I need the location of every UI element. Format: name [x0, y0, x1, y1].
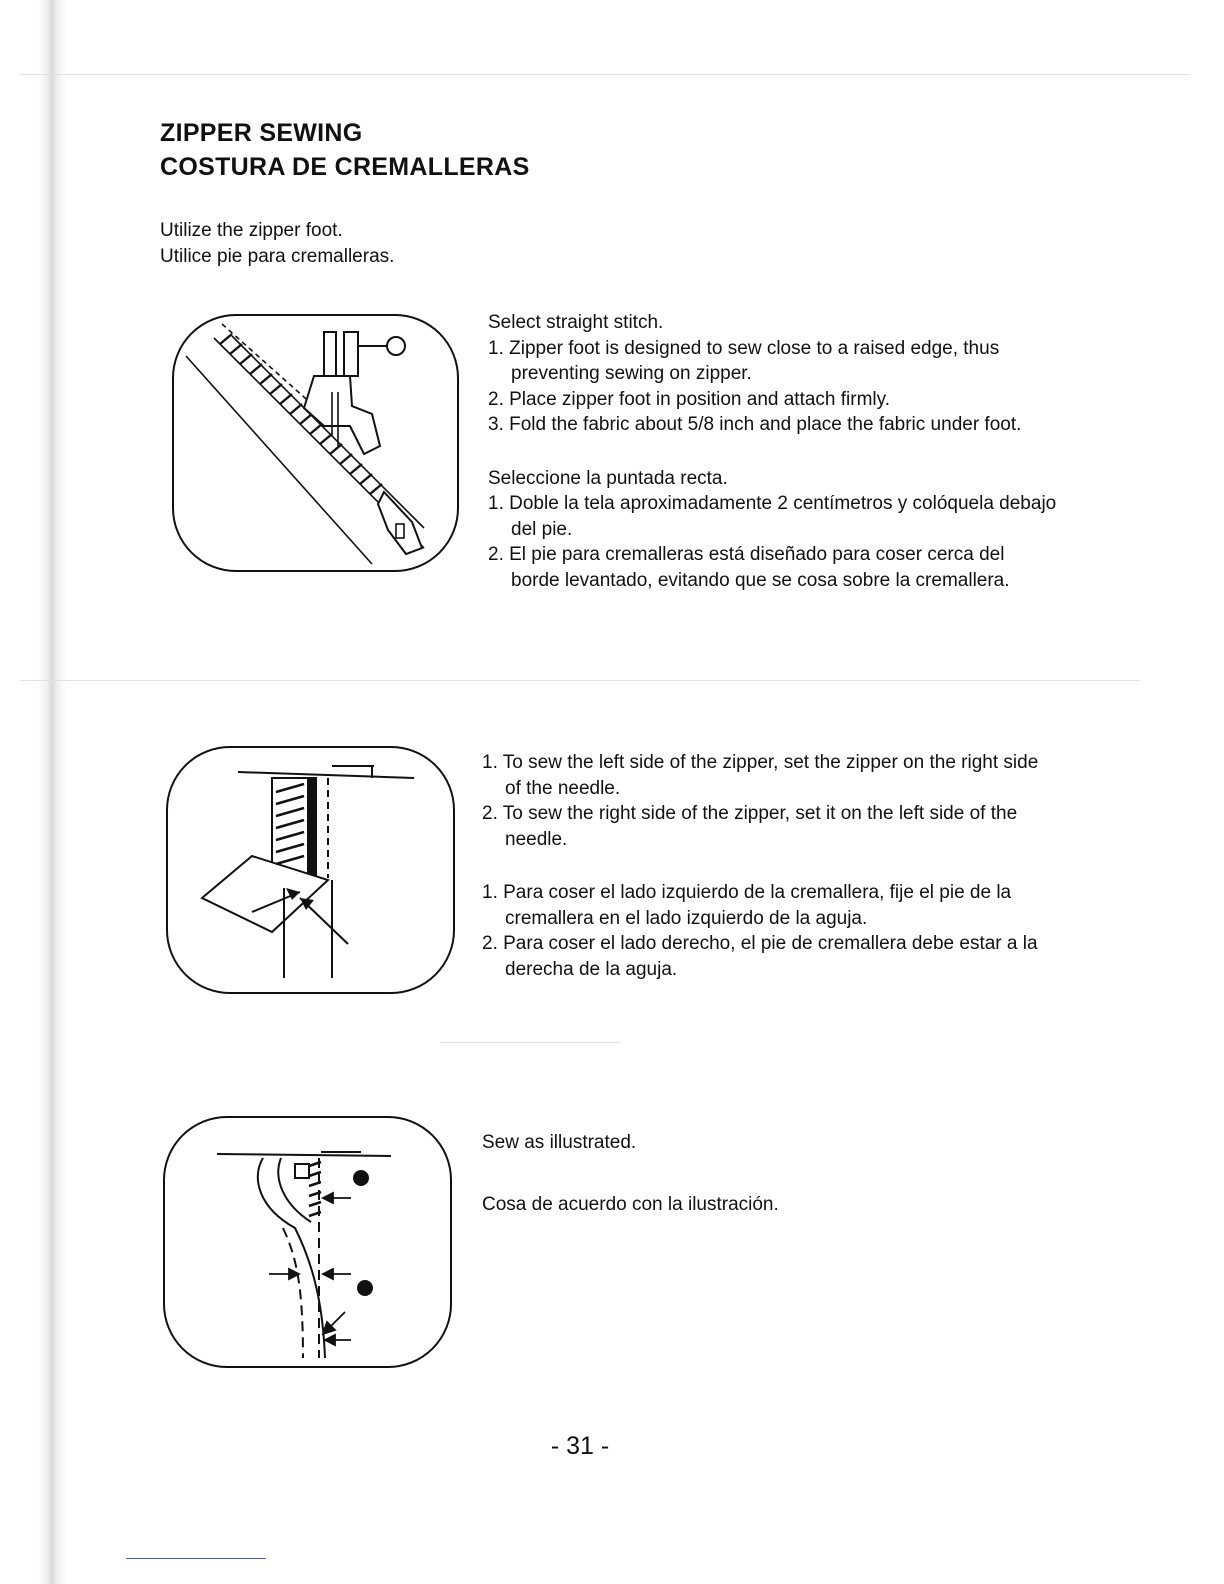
list-item: 2. Para coser el lado derecho, el pie de cremallera debe estar a la derecha de la aguja.: [482, 933, 1038, 980]
intro-english: Utilize the zipper foot.: [160, 220, 343, 241]
list-item: 3. Fold the fabric about 5/8 inch and place the fabric under foot.: [488, 414, 1022, 435]
section-3-es: Cosa de acuerdo con la ilustración.: [482, 1193, 779, 1215]
page-title: [160, 116, 530, 184]
figure-3: [163, 1116, 452, 1368]
section-1-en-steps: [488, 336, 1058, 438]
list-item: 2. To sew the right side of the zipper, set it on the left side of the needle.: [482, 803, 1018, 850]
sew-diagram-illustration: [165, 1118, 450, 1366]
list-item: 1. Doble la tela aproximadamente 2 centímetros y colóquela debajo del pie.: [488, 493, 1057, 540]
section-divider-short: [440, 1042, 620, 1043]
zipper-foot-illustration: [174, 316, 457, 570]
section-1-es-steps: [488, 491, 1058, 593]
title-english: ZIPPER SEWING: [160, 119, 363, 147]
footer-line: [126, 1558, 266, 1559]
figure-1: [172, 314, 459, 572]
section-2-es-steps: [482, 880, 1042, 982]
needle-position-illustration: [168, 748, 453, 992]
title-spanish: COSTURA DE CREMALLERAS: [160, 153, 530, 181]
list-item: 1. Para coser el lado izquierdo de la cremallera, fije el pie de la cremallera en el lado izquierdo de la aguja.: [482, 882, 1012, 929]
list-item: 2. Place zipper foot in position and attach firmly.: [488, 388, 891, 410]
intro-spanish: Utilice pie para cremalleras.: [160, 246, 395, 267]
section-1-text: [488, 310, 1058, 593]
section-1-es-lead: Seleccione la puntada recta.: [488, 467, 728, 489]
section-divider: [20, 680, 1140, 681]
section-1-en-lead: Select straight stitch.: [488, 312, 664, 333]
section-3-text: [482, 1130, 1042, 1217]
list-item: 1. Zipper foot is designed to sew close to a raised edge, thus preventing sewing on zipper.: [488, 337, 1000, 384]
section-2-text: [482, 750, 1042, 982]
intro-text: [160, 218, 394, 270]
scan-binding-shadow: [38, 0, 66, 1584]
section-3-en: Sew as illustrated.: [482, 1132, 637, 1153]
section-2-en-steps: [482, 750, 1042, 852]
list-item: 1. To sew the left side of the zipper, set the zipper on the right side of the needle.: [482, 752, 1039, 799]
scan-top-rule: [20, 74, 1190, 75]
figure-2: [166, 746, 455, 994]
list-item: 2. El pie para cremalleras está diseñado para coser cerca del borde levantado, evitando que se cosa sobre la cremallera.: [488, 544, 1010, 591]
page-number: - 31 -: [550, 1432, 610, 1460]
